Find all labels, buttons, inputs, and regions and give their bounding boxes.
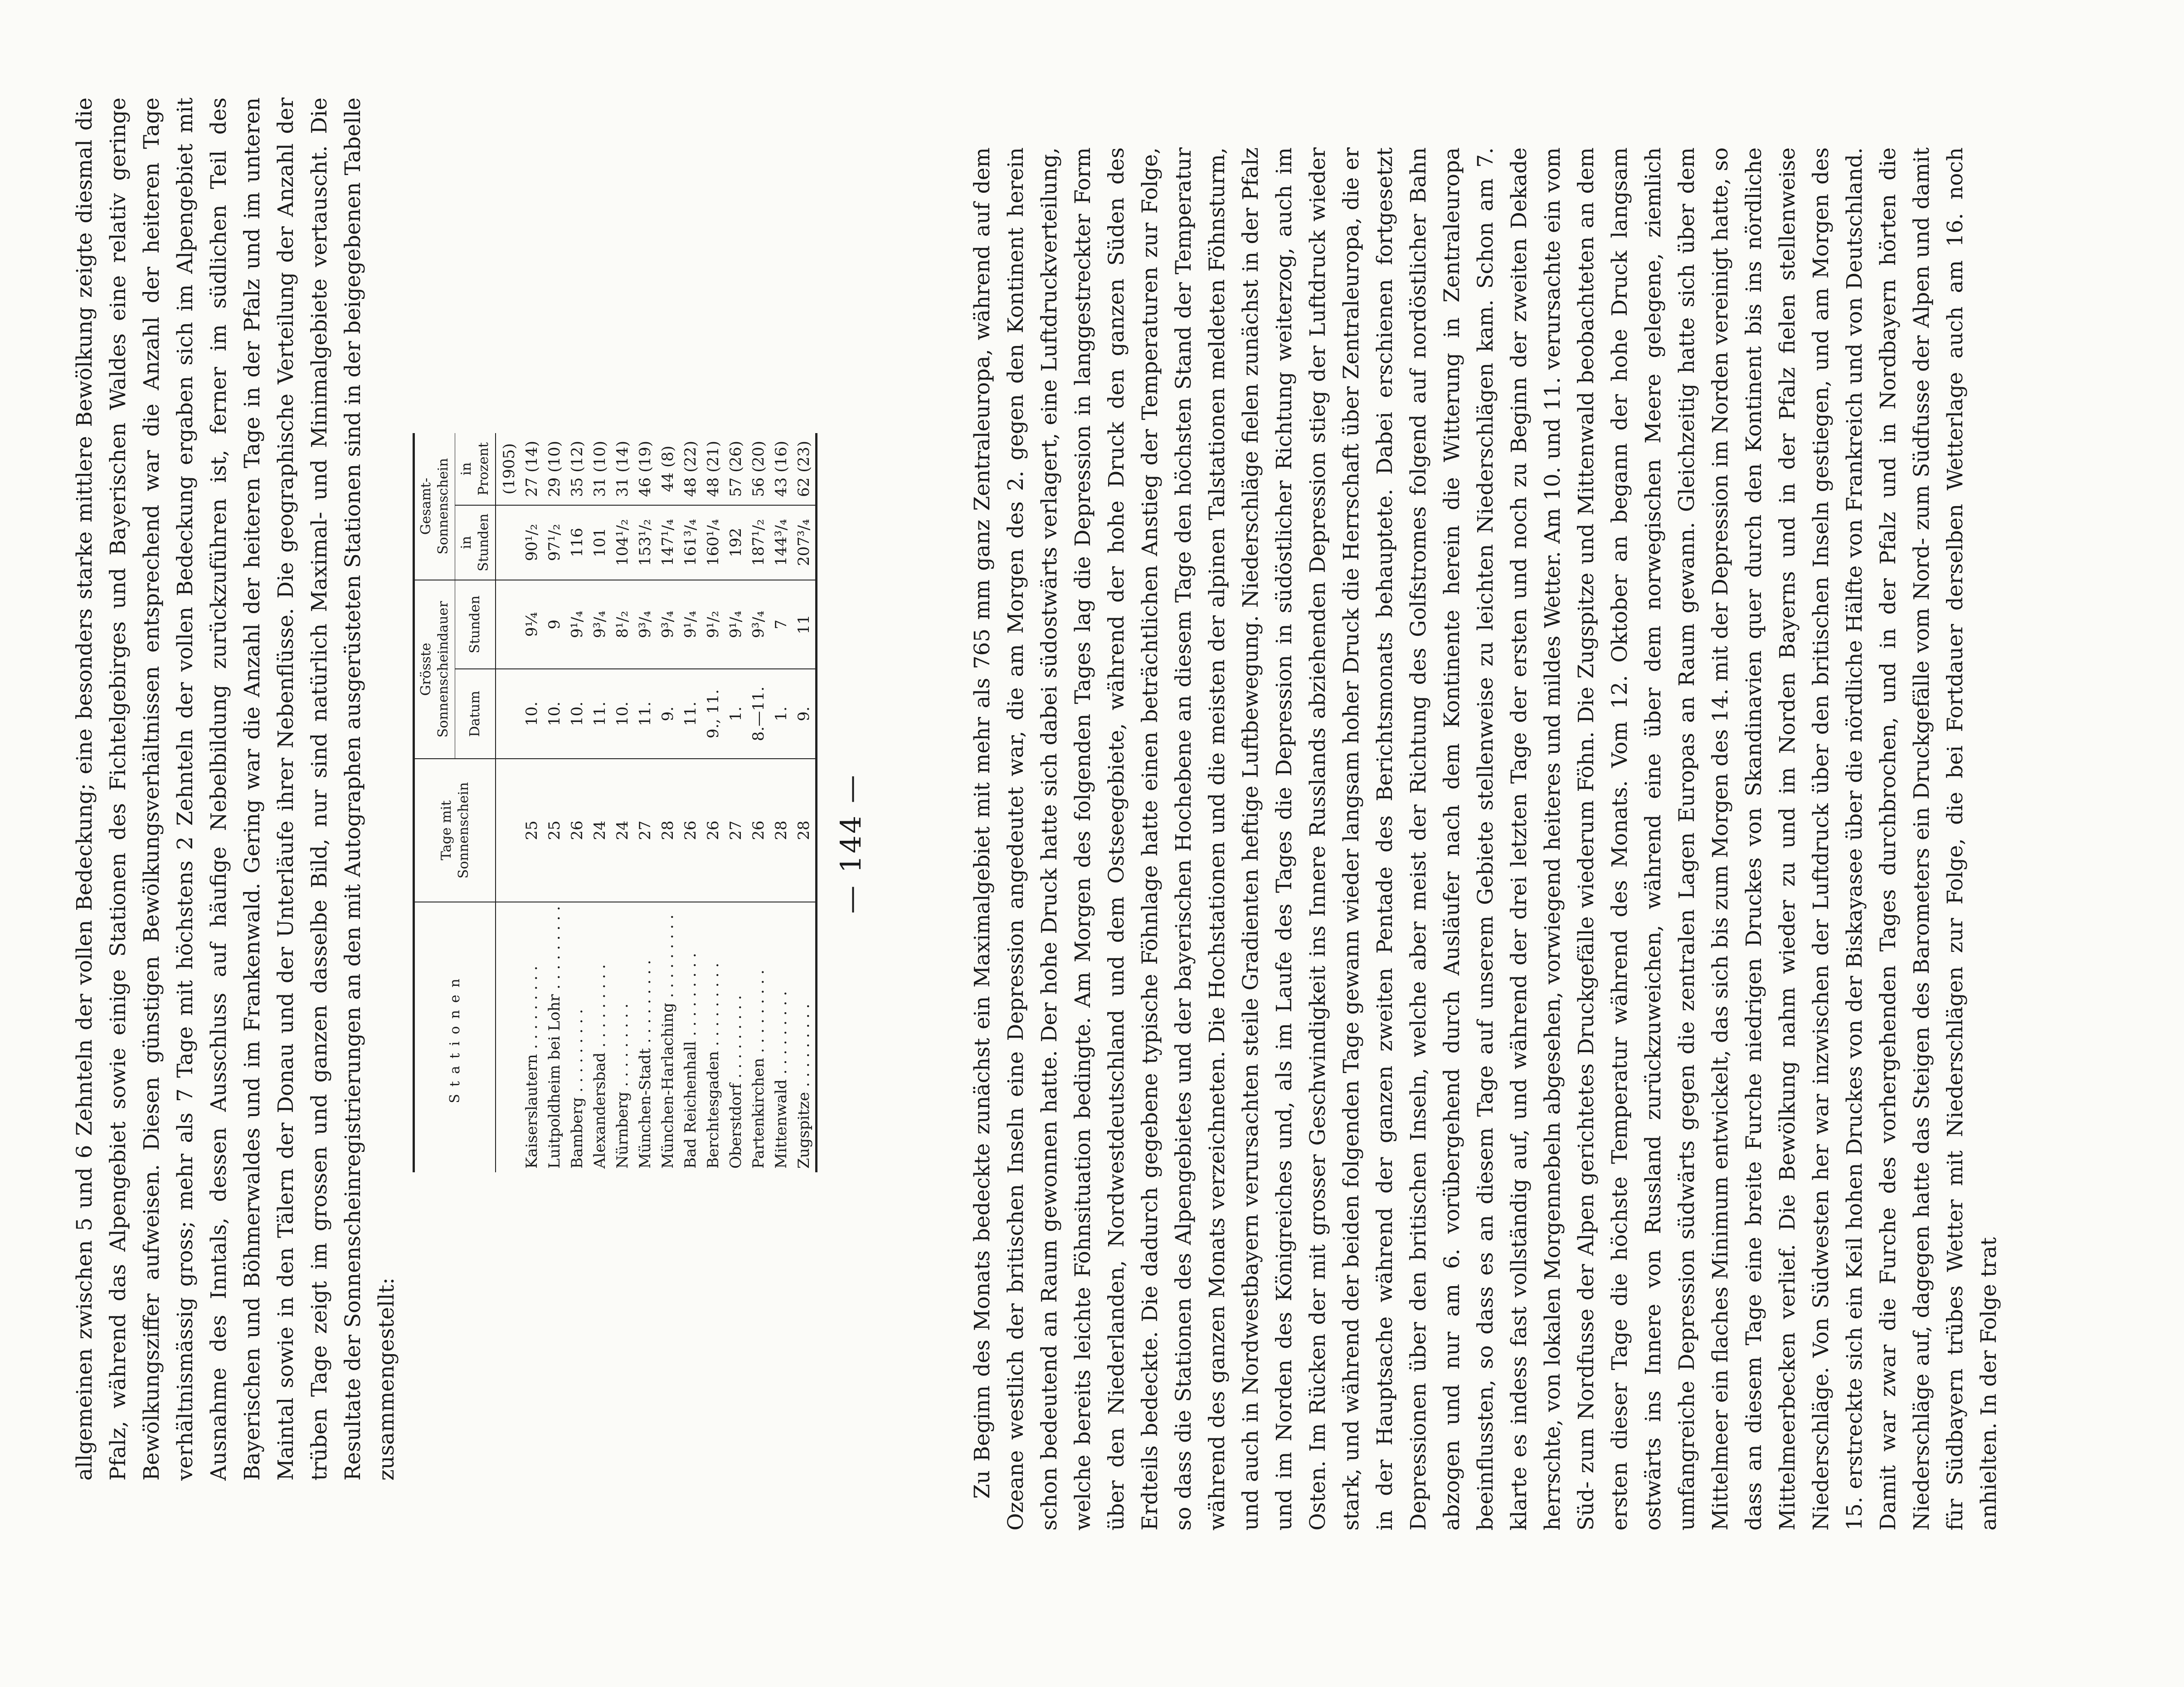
cell-stunden: 9³/₄ (747, 580, 770, 669)
cell-gesamt-stunden: 97¹/₂ (543, 505, 566, 580)
cell-gesamt-prozent: 57 (26) (725, 433, 747, 505)
cell-gesamt-prozent: 29 (10) (543, 433, 566, 505)
station-name: Partenkirchen . . . (747, 902, 770, 1172)
table-row (634, 433, 657, 1172)
cell-stunden: 8¹/₂ (611, 580, 634, 669)
station-name: Bamberg . . . (566, 902, 589, 1172)
cell-gesamt-prozent: 48 (21) (702, 433, 725, 505)
cell-tage: 26 (747, 759, 770, 902)
cell-gesamt-prozent: 43 (16) (770, 433, 793, 505)
cell-stunden: 7 (770, 580, 793, 669)
cell-datum: 9. (793, 669, 815, 759)
cell-datum: 10. (543, 669, 566, 759)
cell-datum: 11. (679, 669, 702, 759)
cell-stunden: 9¹/₄ (566, 580, 589, 669)
cell-gesamt-stunden: 161³/₄ (679, 505, 702, 580)
table-row (566, 433, 589, 1172)
table-row (770, 433, 793, 1172)
cell-tage: 25 (520, 759, 543, 902)
cell-datum: 9., 11. (702, 669, 725, 759)
station-name: Nürnberg . . . (611, 902, 634, 1172)
cell-stunden: 9¼ (520, 580, 543, 669)
cell-gesamt-prozent: 35 (12) (566, 433, 589, 505)
cell-gesamt-stunden: 160¹/₄ (702, 505, 725, 580)
cell-tage: 24 (589, 759, 611, 902)
cell-stunden: 9 (543, 580, 566, 669)
cell-datum: 9. (657, 669, 679, 759)
cell-tage: 26 (566, 759, 589, 902)
table-row (747, 433, 770, 1172)
cell-gesamt-prozent: 44 (8) (657, 433, 679, 505)
header-stunden: Stunden (455, 580, 496, 669)
station-name: Berchtesgaden . . . (702, 902, 725, 1172)
table-row (702, 433, 725, 1172)
cell-stunden: 9¹/₄ (679, 580, 702, 669)
table-row (611, 433, 634, 1172)
station-name: Luitpoldheim bei Lohr . . . (543, 902, 566, 1172)
cell-datum: 1. (725, 669, 747, 759)
cell-gesamt-prozent: 31 (10) (589, 433, 611, 505)
cell-gesamt-stunden: 101 (589, 505, 611, 580)
cell-stunden: 9³/₄ (589, 580, 611, 669)
table-row (543, 433, 566, 1172)
cell-gesamt-stunden: 147¹/₄ (657, 505, 679, 580)
table-row (679, 433, 702, 1172)
table-row (725, 433, 747, 1172)
cell-tage: 24 (611, 759, 634, 902)
table-bottom-rule (815, 433, 817, 1172)
year-note: (1905) (496, 433, 520, 505)
cell-gesamt-prozent: 48 (22) (679, 433, 702, 505)
cell-stunden: 9¹/₄ (725, 580, 747, 669)
cell-stunden: 9³/₄ (657, 580, 679, 669)
table-row (520, 433, 543, 1172)
cell-tage: 25 (543, 759, 566, 902)
table-year-row (496, 433, 520, 1172)
cell-gesamt-prozent: 56 (20) (747, 433, 770, 505)
cell-gesamt-prozent: 27 (14) (520, 433, 543, 505)
header-tage: Tage mit Sonnenschein (415, 759, 496, 902)
station-name: München-Stadt . . . (634, 902, 657, 1172)
header-groesste: Grösste Sonnenscheindauer (415, 580, 455, 759)
cell-datum: 1. (770, 669, 793, 759)
table-row (589, 433, 611, 1172)
cell-stunden: 9¹/₂ (702, 580, 725, 669)
header-in-stunden: in Stunden (455, 505, 496, 580)
cell-tage: 28 (793, 759, 815, 902)
cell-tage: 27 (725, 759, 747, 902)
page-number: — 144 — (834, 773, 867, 914)
cell-gesamt-stunden: 207³/₄ (793, 505, 815, 580)
cell-gesamt-prozent: 31 (14) (611, 433, 634, 505)
header-gesamt: Gesamt-Sonnenschein (415, 433, 455, 580)
station-name: Alexandersbad . . . (589, 902, 611, 1172)
cell-gesamt-stunden: 90¹/₂ (520, 505, 543, 580)
cell-gesamt-prozent: 46 (19) (634, 433, 657, 505)
station-name: Kaiserslautern . . . (520, 902, 543, 1172)
station-name: Mittenwald . . . (770, 902, 793, 1172)
cell-gesamt-stunden: 116 (566, 505, 589, 580)
cell-gesamt-stunden: 153¹/₂ (634, 505, 657, 580)
cell-datum: 10. (611, 669, 634, 759)
station-name: Bad Reichenhall . . . (679, 902, 702, 1172)
cell-tage: 28 (770, 759, 793, 902)
table-row (657, 433, 679, 1172)
intro-paragraph: allgemeinen zwischen 5 und 6 Zehnteln der vollen Bedeckung; eine besonders starke mittlere Bewölkung zeigte diesmal die Pfalz, während das Alpengebiet sowie einige Stationen des Fichtelgebirges und Bayerischen Waldes eine relativ geringe Bewölkungsziffer aufweisen. Diesen günstigen Bewölkungsverhältnissen entsprechend war die Anzahl der heiteren Tage verhältnismässig gross; mehr als 7 Tage mit höchstens 2 Zehnteln der vollen Bedeckung ergaben sich im Alpengebiet mit Ausnahme des Inntals, dessen Ausschluss auf häufige Nebelbildung zurückzuführen ist, ferner im südlichen Teil des Bayerischen und Böhmerwaldes und im Frankenwald. Gering war die Anzahl der heiteren Tage in der Pfalz und im unteren Maintal sowie in den Tälern der Donau und der Unterläufe ihrer Nebenflüsse. Die geographische Verteilung der Anzahl der trüben Tage zeigt im grossen und ganzen dasselbe Bild, nur sind natürlich Maximal- und Minimalgebiete vertauscht. Die Resultate der Sonnenscheinregistrierungen an den mit Autographen ausgerüsteten Stationen sind in der beigegebenen Tabelle zusammengestellt: (72, 98, 399, 1481)
cell-datum: 8.—11. (747, 669, 770, 759)
cell-datum: 11. (589, 669, 611, 759)
weather-report-block (966, 147, 2006, 1531)
header-datum: Datum (455, 669, 496, 759)
cell-gesamt-stunden: 187¹/₂ (747, 505, 770, 580)
cell-datum: 10. (566, 669, 589, 759)
station-name: Zugspitze . . . (793, 902, 815, 1172)
cell-datum: 11. (634, 669, 657, 759)
sunshine-table (413, 433, 817, 1172)
cell-datum: 10. (520, 669, 543, 759)
header-in-prozent: in Prozent (455, 433, 496, 505)
table-row (793, 433, 815, 1172)
intro-paragraph-block (68, 98, 404, 1481)
cell-tage: 26 (679, 759, 702, 902)
cell-tage: 28 (657, 759, 679, 902)
cell-stunden: 9³/₄ (634, 580, 657, 669)
cell-gesamt-stunden: 192 (725, 505, 747, 580)
station-name: Oberstdorf . . . (725, 902, 747, 1172)
cell-gesamt-stunden: 144³/₄ (770, 505, 793, 580)
cell-tage: 26 (702, 759, 725, 902)
cell-stunden: 11 (793, 580, 815, 669)
header-stationen: Stationen (415, 902, 496, 1172)
station-name: München-Harlaching . . . (657, 902, 679, 1172)
cell-gesamt-prozent: 62 (23) (793, 433, 815, 505)
cell-gesamt-stunden: 104¹/₂ (611, 505, 634, 580)
cell-tage: 27 (634, 759, 657, 902)
weather-paragraph: Zu Beginn des Monats bedeckte zunächst ein Maximalgebiet mit mehr als 765 mm ganz Zentraleuropa, während auf dem Ozeane westlich der britischen Inseln eine Depression angedeutet war, die am Morgen des 2. gegen den Kontinent herein schon bedeutend an Raum gewonnen hatte. Der hohe Druck hatte sich dabei südostwärts verlagert, eine Luftdruckverteilung, welche bereits leichte Föhnsituation bedingte. Am Morgen des folgenden Tages lag die Depression in langgestreckter Form über den Niederlanden, Nordwestdeutschland und dem Ostseegebiete, während der hohe Druck den ganzen Süden des Erdteils bedeckte. Die dadurch gegebene typische Föhnlage hatte einen beträchtlichen Anstieg der Temperaturen zur Folge, so dass die Stationen des Alpengebietes und der bayerischen Hochebene an diesem Tage den höchsten Stand der Temperatur während des ganzen Monats verzeichneten. Die Hochstationen und die meisten der alpinen Talstationen meldeten Föhnsturm, und auch in Nordwestbayern verursachten steile Gradienten heftige Luftbewegung. Niederschläge fielen zunächst in der Pfalz und im Norden des Königreiches und, als im Laufe des Tages die Depression in südöstlicher Richtung weiterzog, auch im Osten. Im Rücken der mit grosser Geschwindigkeit ins Innere Russlands abziehenden Depression stieg der Luftdruck wieder stark, und während der beiden folgenden Tage gewann wieder langsam hoher Druck die Herrschaft über Zentraleuropa, die er in der Hauptsache während der ganzen zweiten Pentade des Berichtsmonats behauptete. Dabei erschienen fortgesetzt Depressionen über den britischen Inseln, welche aber meist der Richtung des Golfstromes folgend auf nordöstlicher Bahn abzogen und nur am 6. vorübergehend durch Ausläufer nach dem Kontinente herein die Witterung in Zentraleuropa beeinflussten, so dass es an diesem Tage auf unserem Gebiete stellenweise zu leichten Niederschlägen kam. Schon am 7. klarte es indess fast vollständig auf, und während der drei letzten Tage der ersten und noch zu Beginn der zweiten Dekade herrschte, von lokalen Morgennebeln abgesehen, vorwiegend heiteres und mildes Wetter. Am 10. und 11. verursachte ein vom Süd- zum Nordfusse der Alpen gerichtetes Druckgefälle wiederum Föhn. Die Zugspitze und Mittenwald beobachteten an dem ersten dieser Tage die höchste Temperatur während des Monats. Vom 12. Oktober an begann der hohe Druck langsam ostwärts ins Innere von Russland zurückzuweichen, während eine über dem norwegischen Meere gelegene, ziemlich umfangreiche Depression südwärts gegen die zentralen Lagen Europas an Raum gewann. Gleichzeitig hatte sich über dem Mittelmeer ein flaches Minimum entwickelt, das sich bis zum Morgen des 14. mit der Depression im Norden vereinigt hatte, so dass an diesem Tage eine breite Furche niedrigen Druckes von Skandinavien quer durch den Kontinent bis ins nördliche Mittelmeerbecken verlief. Die Bewölkung nahm wieder zu und im Norden Bayerns und in der Pfalz fielen stellenweise Niederschläge. Von Südwesten her war inzwischen der Luftdruck über den britischen Inseln gestiegen, und am Morgen des 15. erstreckte sich ein Keil hohen Druckes von der Biskayasee über die nördliche Hälfte von Frankreich und von Deutschland. Damit war zwar die Furche des vorhergehenden Tages durchbrochen, und in der Pfalz und in Nordbayern hörten die Niederschläge auf, dagegen hatte das Steigen des Barometers ein Druckgefälle vom Nord- zum Südfusse der Alpen und damit für Südbayern trübes Wetter mit Niederschlägen zur Folge, die bei Fortdauer derselben Wetterlage auch am 16. noch anhielten. In der Folge trat (970, 147, 2001, 1531)
